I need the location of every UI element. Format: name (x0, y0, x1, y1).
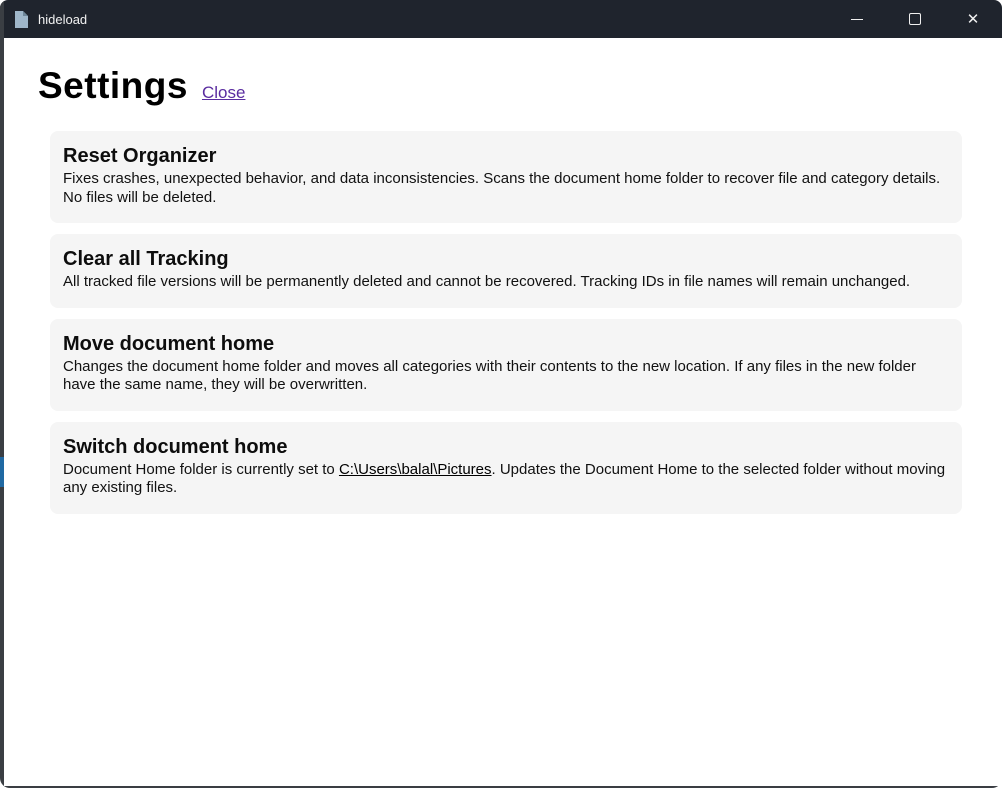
page-title: Settings (38, 65, 188, 106)
card-title: Switch document home (63, 435, 288, 458)
card-description: Changes the document home folder and moves all categories with their contents to the new location. If any files in the new folder have the same name, they will be overwritten. (63, 357, 916, 393)
titlebar (0, 0, 1002, 38)
close-link[interactable]: Close (201, 83, 246, 102)
card-title: Reset Organizer (63, 145, 217, 167)
close-icon: ✕ (966, 10, 980, 28)
description-post-text: . Updates the Document Home to the selected folder without moving any existing files. (63, 460, 946, 496)
window-title: hideload (38, 11, 88, 27)
card-move-document-home[interactable] (50, 319, 962, 411)
left-accent-strip (0, 457, 4, 487)
card-title: Move document home (63, 332, 275, 355)
maximize-button[interactable] (886, 0, 944, 38)
window-left-edge (0, 0, 4, 788)
settings-page (0, 64, 1002, 514)
card-description: Fixes crashes, unexpected behavior, and data inconsistencies. Scans the document home folder to recover file and category details. No files will be deleted. (63, 170, 941, 206)
description-pre-text: Document Home folder is currently set to (63, 460, 339, 478)
card-reset-organizer[interactable] (50, 131, 962, 223)
minimize-button[interactable] (828, 0, 886, 38)
card-description (63, 461, 948, 498)
card-description: All tracked file versions will be permanently deleted and cannot be recovered. Tracking IDs in file names will remain unchanged. (63, 273, 911, 290)
document-home-path-link[interactable]: C:\Users\balal\Pictures (338, 460, 492, 478)
close-button[interactable] (944, 0, 1002, 38)
window-controls (828, 0, 1002, 38)
card-clear-all-tracking[interactable] (50, 234, 962, 308)
card-title: Clear all Tracking (63, 248, 229, 270)
app-icon (14, 9, 30, 29)
maximize-icon (909, 13, 921, 25)
minimize-icon (851, 19, 863, 20)
page-header (38, 64, 962, 107)
card-switch-document-home[interactable] (50, 422, 962, 514)
